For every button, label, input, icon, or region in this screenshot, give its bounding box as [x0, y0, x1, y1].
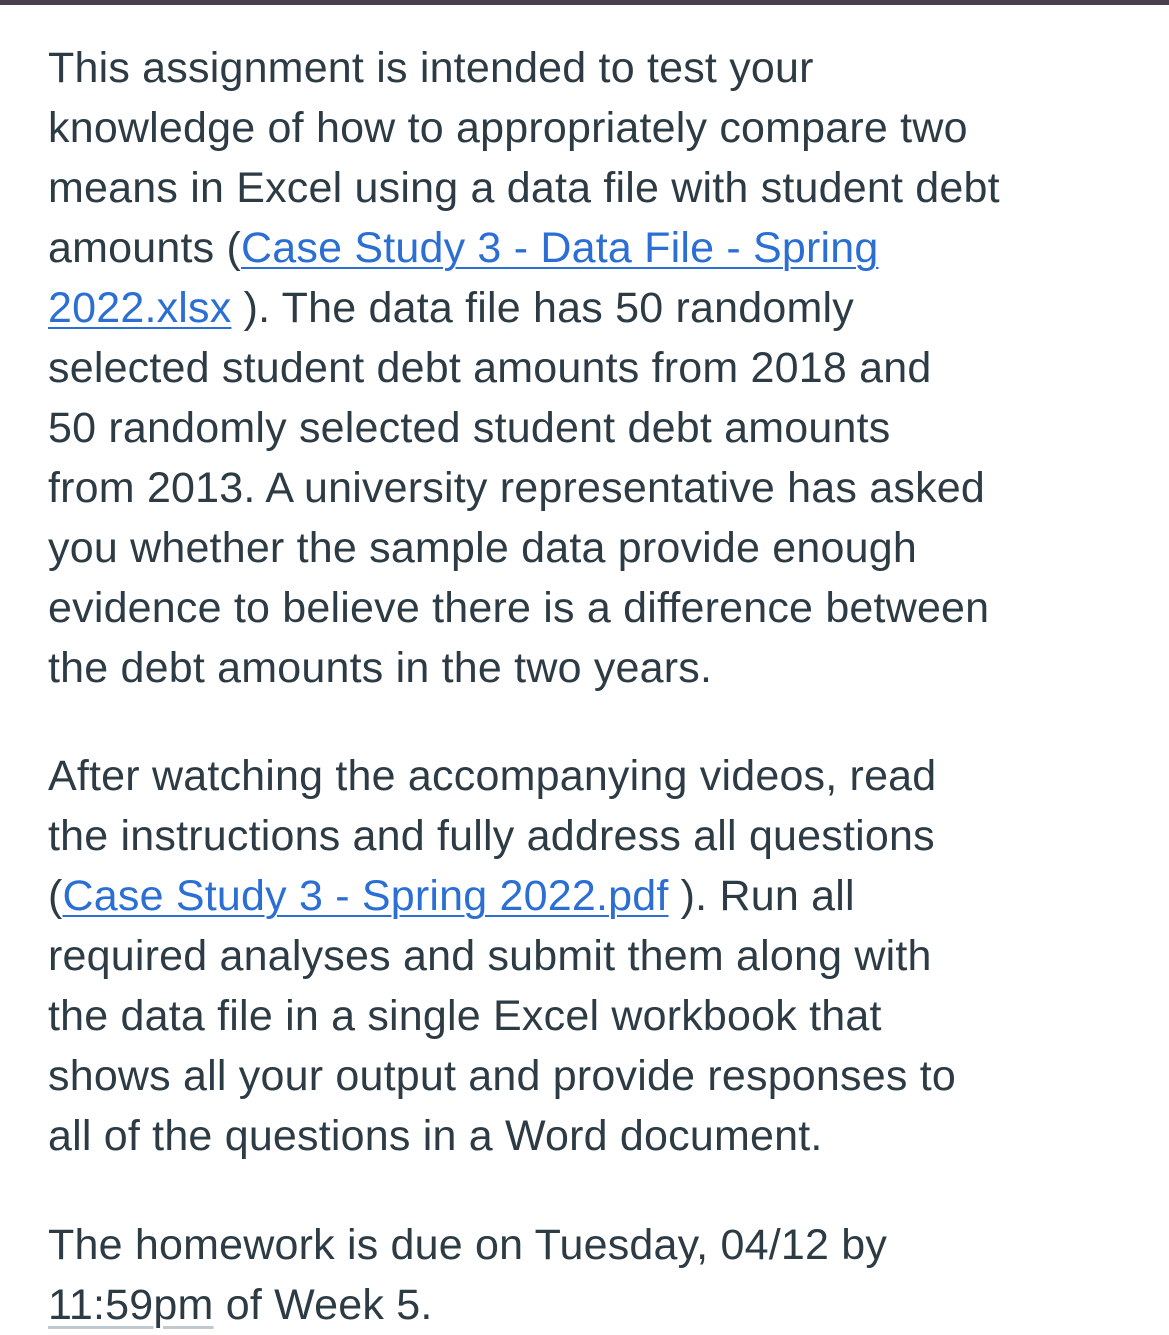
text-line: shows all your output and provide responses to: [48, 1052, 956, 1100]
text: ). The data file has 50 randomly: [231, 284, 854, 332]
text-line: required analyses and submit them along with: [48, 932, 932, 980]
text-line: the data file in a single Excel workbook that: [48, 992, 882, 1040]
text-line: all of the questions in a Word document.: [48, 1112, 823, 1160]
text-line: After watching the accompanying videos, read: [48, 752, 937, 800]
text: of Week 5.: [213, 1281, 433, 1329]
text-line: [48, 278, 1000, 338]
due-date-paragraph: [48, 1215, 887, 1335]
assignment-description: [48, 38, 1000, 698]
due-time[interactable]: 11:59pm: [48, 1281, 214, 1329]
text-line: knowledge of how to appropriately compare two: [48, 104, 968, 152]
case-study-pdf-link[interactable]: Case Study 3 - Spring 2022.pdf: [62, 872, 669, 920]
text-line: the debt amounts in the two years.: [48, 644, 713, 692]
data-file-link-cont[interactable]: 2022.xlsx: [48, 284, 232, 332]
text-line: means in Excel using a data file with student debt: [48, 164, 1000, 212]
text-line: The homework is due on Tuesday, 04/12 by: [48, 1221, 888, 1269]
text: (: [48, 872, 63, 920]
text-line: evidence to believe there is a difference between: [48, 584, 990, 632]
text-line: [48, 866, 956, 926]
text-line: This assignment is intended to test your: [48, 44, 814, 92]
text-line: 50 randomly selected student debt amounts: [48, 404, 891, 452]
text: amounts (: [48, 224, 241, 272]
text-line: you whether the sample data provide enough: [48, 524, 917, 572]
text-line: [48, 1275, 887, 1335]
instructions-paragraph: [48, 746, 956, 1166]
text-line: selected student debt amounts from 2018 and: [48, 344, 932, 392]
data-file-link[interactable]: Case Study 3 - Data File - Spring: [241, 224, 879, 272]
top-bar: [0, 0, 1169, 5]
text-line: [48, 218, 1000, 278]
text-line: the instructions and fully address all questions: [48, 812, 935, 860]
text-line: from 2013. A university representative has asked: [48, 464, 985, 512]
text: ). Run all: [668, 872, 855, 920]
